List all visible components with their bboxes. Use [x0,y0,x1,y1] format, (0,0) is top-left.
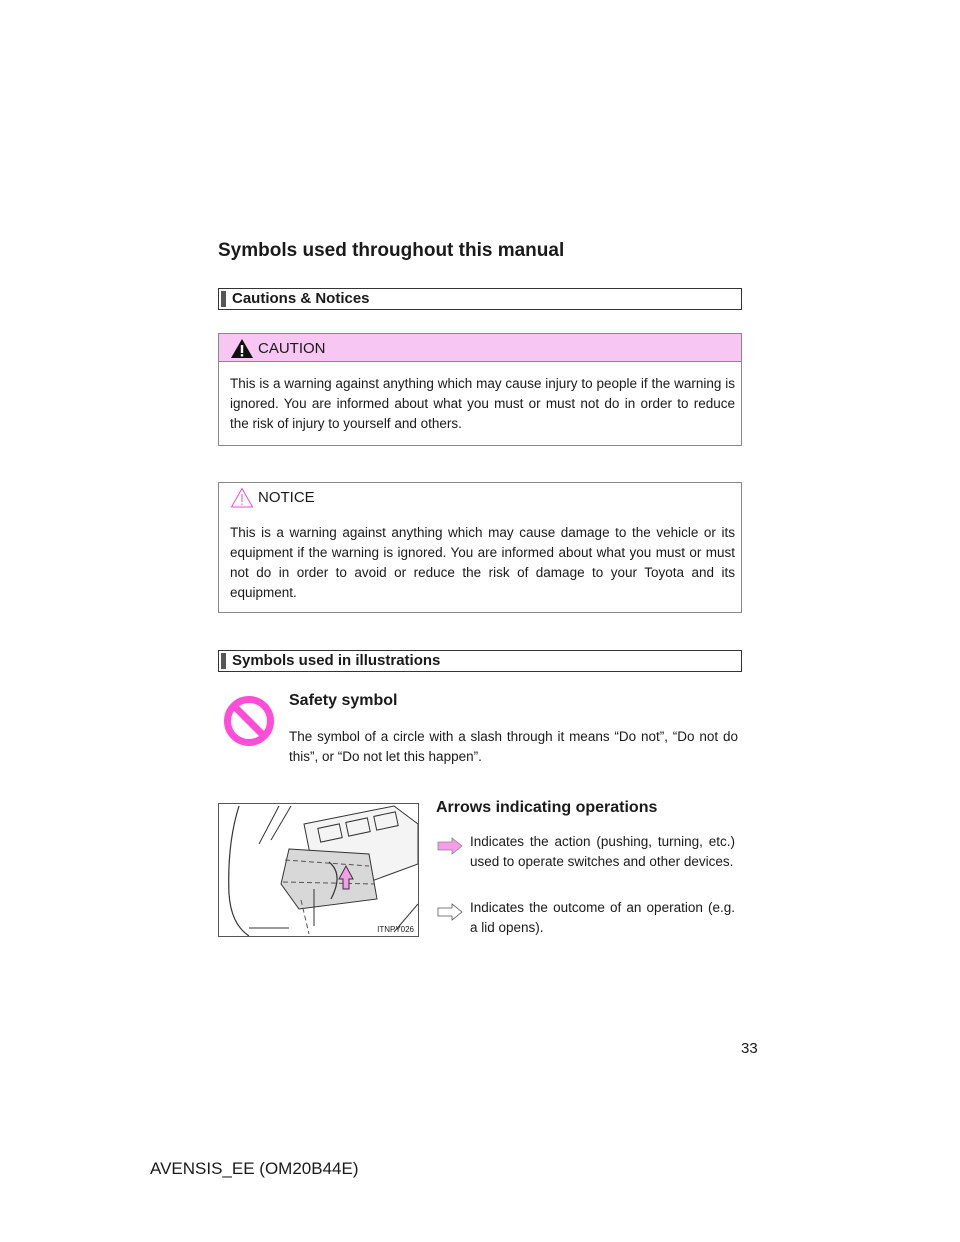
notice-box [218,482,742,613]
notice-header [219,483,741,510]
caution-box [218,333,742,446]
page-title: Symbols used throughout this manual [218,240,565,261]
outcome-arrow-icon [437,903,463,921]
illustration-frame [218,803,419,937]
warning-outline-icon [230,487,254,508]
arrows-title: Arrows indicating operations [436,799,658,816]
section-header-illustrations: Symbols used in illustrations [218,650,742,672]
page-number: 33 [741,1040,758,1057]
manual-code: AVENSIS_EE (OM20B44E) [150,1159,359,1178]
safety-symbol-title: Safety symbol [289,692,398,709]
notice-text: This is a warning against anything which may cause damage to the vehicle or its equipment if the warning is ignored. You are informed about what you must or must not do in order to avoid or reduce the risk of damage to your Toyota and its equipment. [230,525,735,600]
warning-icon [230,338,254,359]
prohibition-icon [223,695,275,747]
safety-symbol-text: The symbol of a circle with a slash through it means “Do not”, “Do not do this”, or “Do not let this happen”. [289,729,738,764]
notice-label: NOTICE [258,489,315,506]
caution-label: CAUTION [258,340,326,357]
overhead-console-illustration [219,804,418,936]
caution-header [219,334,741,362]
caution-text: This is a warning against anything which may cause injury to people if the warning is ignored. You are informed about what you must or must not do in order to reduce the risk of injury to yourself and others. [230,376,735,431]
illustration-code: ITNPY026 [377,925,414,934]
action-arrow-text: Indicates the action (pushing, turning, etc.) used to operate switches and other devices. [470,834,735,869]
action-arrow-icon [437,837,463,855]
section-header-cautions: Cautions & Notices [218,288,742,310]
outcome-arrow-text: Indicates the outcome of an operation (e.g. a lid opens). [470,900,735,935]
